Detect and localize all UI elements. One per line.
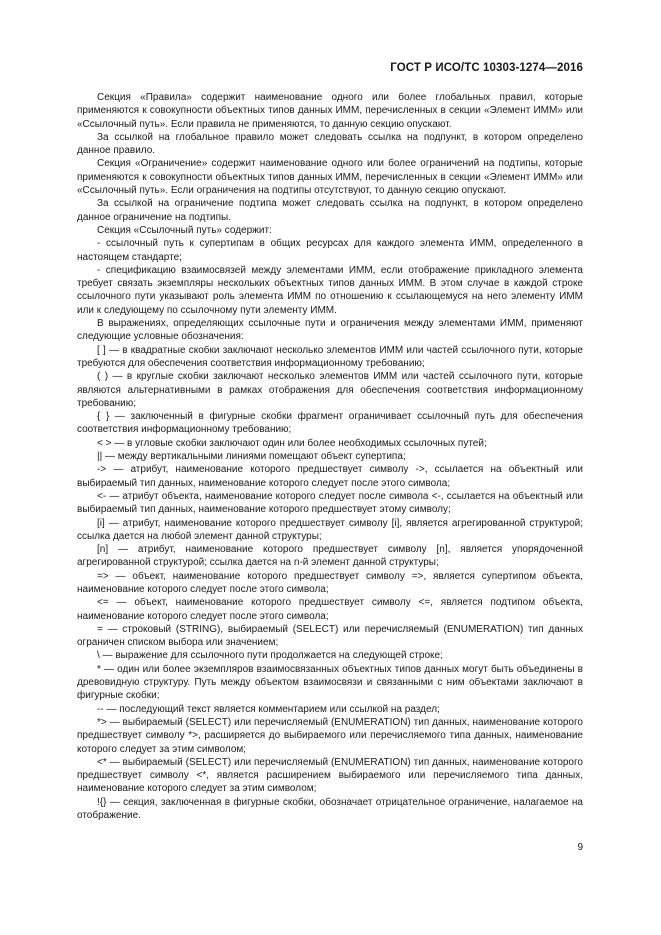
notation-item: !{} — секция, заключенная в фигурные скобки, обозначает отрицательное ограничение, налагаемое на отображение. [77,796,583,822]
document-header: ГОСТ Р ИСО/ТС 10303-1274—2016 [390,62,583,74]
notation-item: = — строковый (STRING), выбираемый (SELECT) или перечисляемый (ENUMERATION) тип данных ограничен списком выбора или значением; [77,623,583,649]
notation-item: < > — в угловые скобки заключают один или более необходимых ссылочных путей; [97,437,487,449]
notation-item: -> — атрибут, наименование которого предшествует символу ->, ссылается на объектный или выбираемый тип данных, наименование которого следует после этого символа; [77,464,583,489]
paragraph: Секция «Ссылочный путь» содержит: [97,224,272,236]
notation-item: ( ) — в круглые скобки заключают несколько элементов ИММ или частей ссылочного пути, которые являются альтернативными в рамках отображения для обеспечения соответствия информационному требованию; [77,371,583,409]
notation-item: <= — объект, наименование которого предшествует символу <=, является подтипом объекта, наименование которого следует после этого символа; [77,597,583,622]
notation-item: || — между вертикальными линиями помещают объект супертипа; [97,451,406,463]
notation-item: => — объект, наименование которого предшествует символу =>, является супертипом объекта, наименование которого следует после этого символа; [77,570,583,595]
notation-item: <* — выбираемый (SELECT) или перечисляемый (ENUMERATION) тип данных, наименование которого предшествует символу <*, является расширением выбираемого или перечисляемого типа данных, наименование которого следует за этим символом; [77,756,583,795]
notation-item: [i] — атрибут, наименование которого предшествует символу [i], является агрегированной структурой; ссылка дается на любой элемент данной структуры; [77,517,583,542]
notation-item: *> — выбираемый (SELECT) или перечисляемый (ENUMERATION) тип данных, наименование которого предшествует символу *>, расширяется до выбираемого или перечисляемого типа данных, наименование которого следует за этим символом; [77,716,583,755]
paragraph: В выражениях, определяющих ссылочные пути и ограничения между элементами ИММ, применяют следующие условные обозначения: [77,318,583,343]
paragraph: Секция «Ограничение» содержит наименование одного или более ограничений на подтипы, которые применяются к совокупности объектных типов данных ИММ, перечисленных в секции «Элемент ИММ» или «Ссылочный путь». Если ограничения на подтипы отсутствуют, то данную секцию опускают. [77,158,583,197]
notation-item: \ — выражение для ссылочного пути продолжается на следующей строке; [97,650,443,662]
notation-item: [ ] — в квадратные скобки заключают несколько элементов ИММ или частей ссылочного пути, которые требуются для обеспечения соответствия информационному требованию; [77,344,583,369]
paragraph: Секция «Правила» содержит наименование одного или более глобальных правил, которые применяются к совокупности объектных типов данных ИММ, перечисленных в секции «Элемент ИММ» или «Ссылочный путь». Если правила не применяются, то данную секцию опускают. [77,92,583,130]
paragraph: За ссылкой на глобальное правило может следовать ссылка на подпункт, в котором определено данное правило. [77,131,583,157]
notation-item: -- — последующий текст является комментарием или ссылкой на раздел; [97,703,440,715]
notation-item: <- — атрибут объекта, наименование которого следует после символа <-, ссылается на объектный или выбираемый тип данных, наименование которого предшествует этому символу; [77,490,583,516]
body-text [77,91,583,822]
list-item: - ссылочный путь к супертипам в общих ресурсах для каждого элемента ИММ, определенного в настоящем стандарте; [77,238,583,263]
paragraph: За ссылкой на ограничение подтипа может следовать ссылка на подпункт, в котором определено данное ограничение на подтипы. [77,198,583,223]
notation-item: [n] — атрибут, наименование которого предшествует символу [n], является упорядоченной агрегированной структурой; ссылка дается на n-й элемент данной структуры; [77,544,583,569]
list-item: - спецификацию взаимосвязей между элементами ИММ, если отображение прикладного элемента требует связать экземпляры нескольких объектных типов данных ИММ. В этом случае в каждой строке ссылочного пути указывают роль элемента ИММ по отношению к ссылающемуся на него элементу ИММ или к следующему по ссылочному пути элементу ИММ. [77,264,583,316]
notation-item: * — один или более экземпляров взаимосвязанных объектных типов данных могут быть объединены в древовидную структуру. Путь между объектом взаимосвязи и связанными с ним объектами заключают в фигурные скобки; [77,663,583,702]
page-number: 9 [577,842,583,853]
notation-item: { } — заключенный в фигурные скобки фрагмент ограничивает ссылочный путь для обеспечения соответствия информационному требованию; [77,411,583,436]
